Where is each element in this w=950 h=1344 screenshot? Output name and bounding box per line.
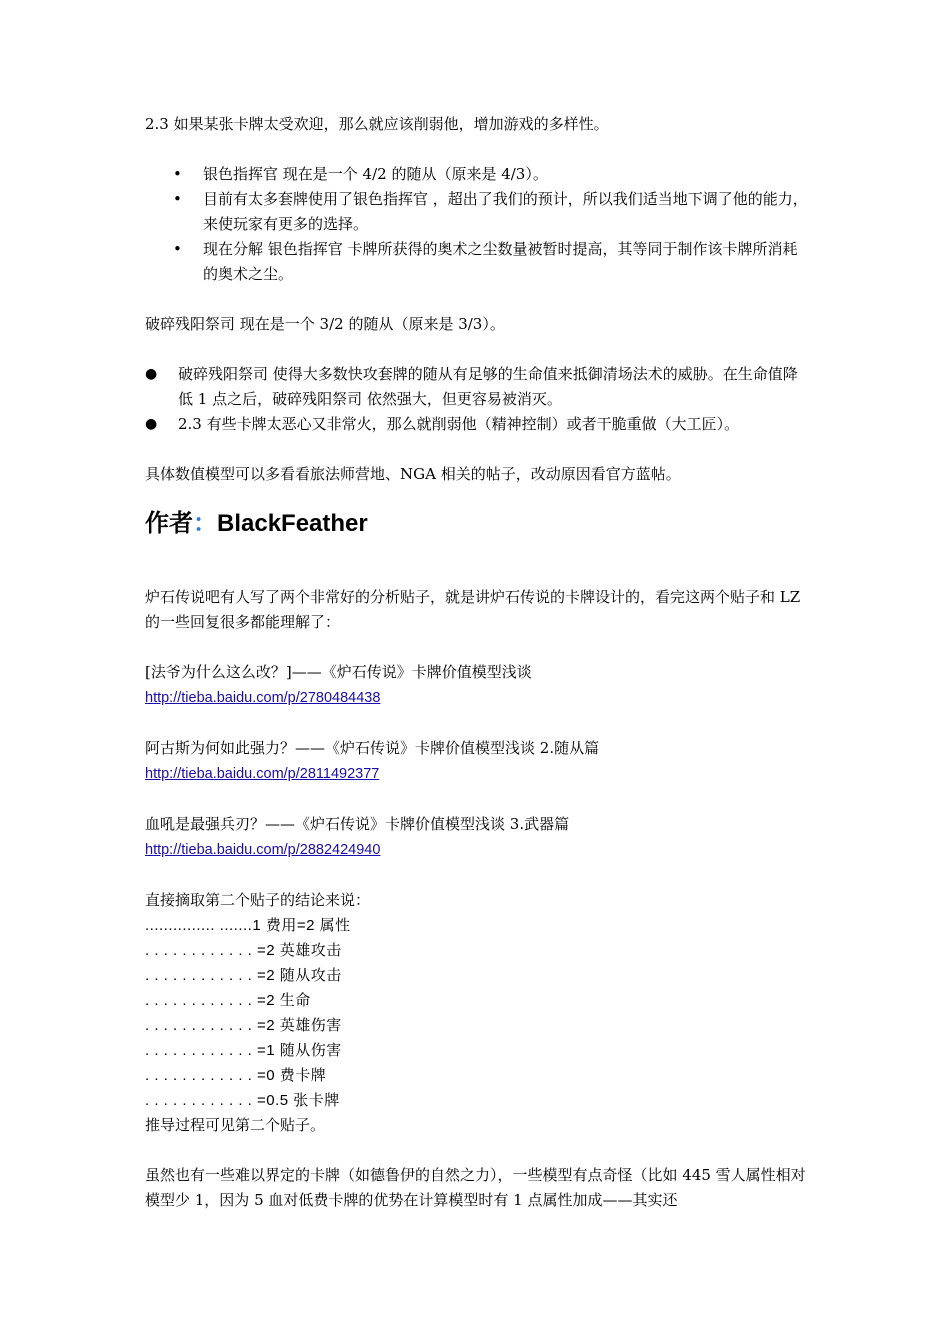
list-item: ● 2.3 有些卡牌太恶心又非常火，那么就削弱他（精神控制）或者干脆重做（大工匠）。 xyxy=(145,412,810,437)
value-line: ............... .......1 费用=2 属性 xyxy=(145,917,351,934)
value-line: . . . . . . . . . . . . =0.5 张卡牌 xyxy=(145,1092,340,1109)
list-item: • 银色指挥官 现在是一个 4/2 的随从（原来是 4/3）。 xyxy=(145,162,810,187)
link-title: 血吼是最强兵刃？——《炉石传说》卡牌价值模型浅谈 3.武器篇 xyxy=(145,815,570,833)
author-heading: 作者：BlackFeather xyxy=(145,508,368,537)
bullet-icon: • xyxy=(173,165,182,183)
value-line: . . . . . . . . . . . . =2 随从攻击 xyxy=(145,967,342,984)
link-title: [法爷为什么这么改？]——《炉石传说》卡牌价值模型浅谈 xyxy=(145,663,532,681)
value-line: . . . . . . . . . . . . =1 随从伤害 xyxy=(145,1042,342,1059)
value-line: . . . . . . . . . . . . =2 生命 xyxy=(145,992,311,1009)
value-line: . . . . . . . . . . . . =2 英雄伤害 xyxy=(145,1017,342,1034)
tieba-link[interactable]: http://tieba.baidu.com/p/2780484438 xyxy=(145,690,381,706)
bullet-icon: • xyxy=(173,190,182,208)
intro-paragraph: 炉石传说吧有人写了两个非常好的分析贴子，就是讲炉石传说的卡牌设计的，看完这两个贴子和 LZ 的一些回复很多都能理解了： xyxy=(145,588,801,631)
priest-line: 破碎残阳祭司 现在是一个 3/2 的随从（原来是 3/3）。 xyxy=(145,315,505,333)
list-item: • 现在分解 银色指挥官 卡牌所获得的奥术之尘数量被暂时提高，其等同于制作该卡牌所消耗的奥术之尘。 xyxy=(145,237,810,287)
document-page xyxy=(145,112,810,1213)
final-paragraph: 虽然也有一些难以界定的卡牌（如德鲁伊的自然之力），一些模型有点奇怪（比如 445 雪人属性相对模型少 1，因为 5 血对低费卡牌的优势在计算模型时有 1 点属性加成——其实还 xyxy=(145,1166,806,1209)
model-note: 具体数值模型可以多看看旅法师营地、NGA 相关的帖子，改动原因看官方蓝帖。 xyxy=(145,465,681,483)
bullet-list-a xyxy=(145,162,810,287)
summary-title: 直接摘取第二个贴子的结论来说： xyxy=(145,891,371,909)
tieba-link[interactable]: http://tieba.baidu.com/p/2811492377 xyxy=(145,766,380,782)
value-line: . . . . . . . . . . . . =0 费卡牌 xyxy=(145,1067,327,1084)
link-title: 阿古斯为何如此强力？——《炉石传说》卡牌价值模型浅谈 2.随从篇 xyxy=(145,739,600,757)
tieba-link[interactable]: http://tieba.baidu.com/p/2882424940 xyxy=(145,842,381,858)
bullet-dot-icon: ● xyxy=(145,416,158,432)
derivation-note: 推导过程可见第二个贴子。 xyxy=(145,1116,326,1134)
value-line: . . . . . . . . . . . . =2 英雄攻击 xyxy=(145,942,342,959)
bullet-icon: • xyxy=(173,240,182,258)
list-item: ● 破碎残阳祭司 使得大多数快攻套牌的随从有足够的生命值来抵御清场法术的威胁。在生命值降低 1 点之后，破碎残阳祭司 依然强大，但更容易被消灭。 xyxy=(145,362,810,412)
list-item: • 目前有太多套牌使用了银色指挥官 ，超出了我们的预计，所以我们适当地下调了他的能力，来使玩家有更多的选择。 xyxy=(145,187,810,237)
bullet-dot-icon: ● xyxy=(145,366,158,382)
bullet-list-b xyxy=(145,362,810,437)
intro-line: 2.3 如果某张卡牌太受欢迎，那么就应该削弱他，增加游戏的多样性。 xyxy=(145,115,609,133)
